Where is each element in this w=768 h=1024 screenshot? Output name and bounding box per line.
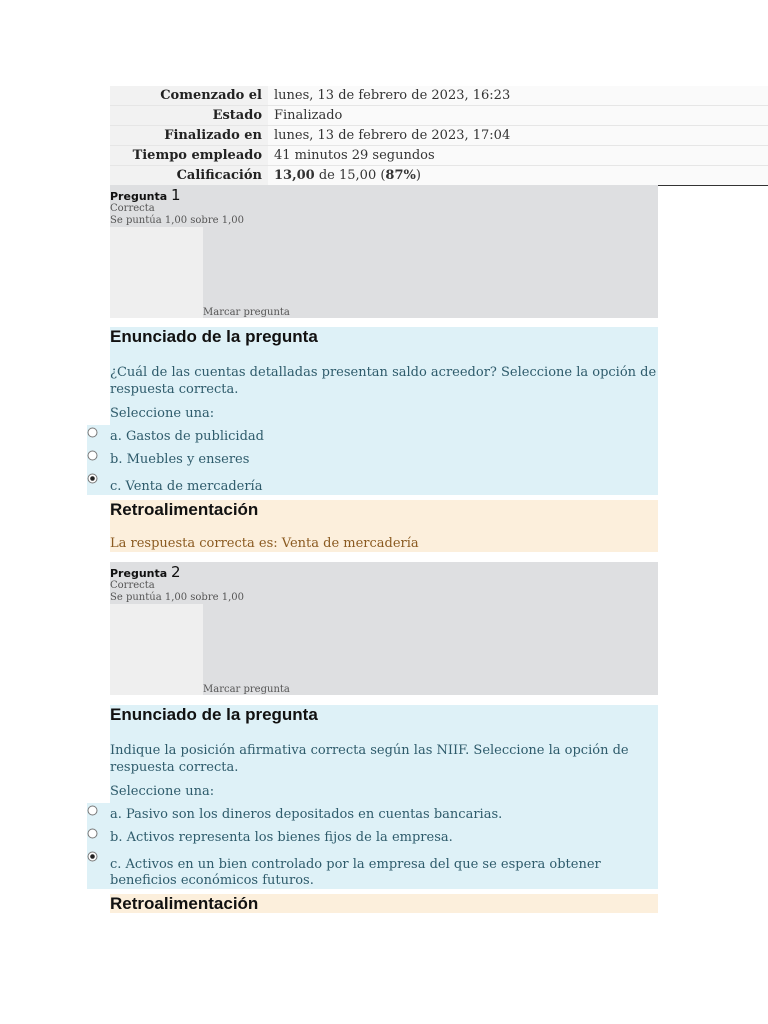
radio-option-a[interactable] [87,805,98,816]
answer-option-b[interactable]: b. Activos representa los bienes fijos de la empresa. [110,830,453,845]
feedback-2 [110,894,658,913]
feedback-heading: Retroalimentación [110,500,259,519]
grade-close: ) [415,168,421,183]
summary-value: 41 minutos 29 segundos [268,146,768,166]
radio-option-c[interactable] [87,851,98,862]
summary-label: Finalizado en [110,126,268,146]
summary-value: Finalizado [268,106,768,126]
answer-option-a[interactable]: a. Gastos de publicidad [110,429,264,444]
feedback-heading: Retroalimentación [110,894,259,913]
question-stem: ¿Cuál de las cuentas detalladas presentan saldo acreedor? Seleccione la opción de respuesta correcta. [110,365,657,397]
question-number-value: 2 [171,563,181,581]
summary-label: Estado [110,106,268,126]
question-number [110,563,181,581]
feedback-1 [110,500,658,552]
question-info-panel [110,604,203,695]
grade-score: 13,00 [274,168,315,183]
question-text-1 [110,327,658,495]
question-info-1 [110,185,658,318]
feedback-answer: La respuesta correcta es: Venta de mercadería [110,536,419,551]
summary-row-grade [110,166,768,186]
question-grade: Se puntúa 1,00 sobre 1,00 [110,215,244,226]
question-number-value: 1 [171,186,181,204]
summary-value: lunes, 13 de febrero de 2023, 16:23 [268,86,768,106]
radio-option-b[interactable] [87,828,98,839]
summary-row-finished [110,126,768,146]
radio-option-b[interactable] [87,450,98,461]
summary-row-state [110,106,768,126]
question-grade: Se puntúa 1,00 sobre 1,00 [110,592,244,603]
question-state: Correcta [110,203,155,214]
grade-value [268,166,768,186]
summary-label: Comenzado el [110,86,268,106]
grade-percent: 87% [385,168,416,183]
question-heading: Enunciado de la pregunta [110,705,318,724]
question-state: Correcta [110,580,155,591]
summary-value: lunes, 13 de febrero de 2023, 17:04 [268,126,768,146]
attempt-summary-table [110,86,768,186]
question-info-panel [110,227,203,318]
summary-row-started [110,86,768,106]
summary-label: Calificación [110,166,268,186]
question-info-2 [110,562,658,695]
question-number [110,186,181,204]
flag-question-link[interactable]: Marcar pregunta [203,684,290,695]
radio-option-c[interactable] [87,473,98,484]
question-text-2 [110,705,658,889]
summary-label: Tiempo empleado [110,146,268,166]
question-heading: Enunciado de la pregunta [110,327,318,346]
radio-option-a[interactable] [87,427,98,438]
summary-row-time [110,146,768,166]
question-word: Pregunta [110,190,168,203]
answer-option-c[interactable]: c. Activos en un bien controlado por la empresa del que se espera obtener beneficios económicos futuros. [110,857,601,888]
answer-option-a[interactable]: a. Pasivo son los dineros depositados en cuentas bancarias. [110,807,503,822]
grade-total: de 15,00 ( [314,168,386,183]
question-stem: Indique la posición afirmativa correcta según las NIIF. Seleccione la opción de respuesta correcta. [110,743,629,775]
answer-prompt: Seleccione una: [110,406,215,421]
flag-question-link[interactable]: Marcar pregunta [203,307,290,318]
answer-prompt: Seleccione una: [110,784,215,799]
question-word: Pregunta [110,567,168,580]
answer-option-b[interactable]: b. Muebles y enseres [110,452,250,467]
answer-option-c[interactable]: c. Venta de mercadería [110,479,263,494]
